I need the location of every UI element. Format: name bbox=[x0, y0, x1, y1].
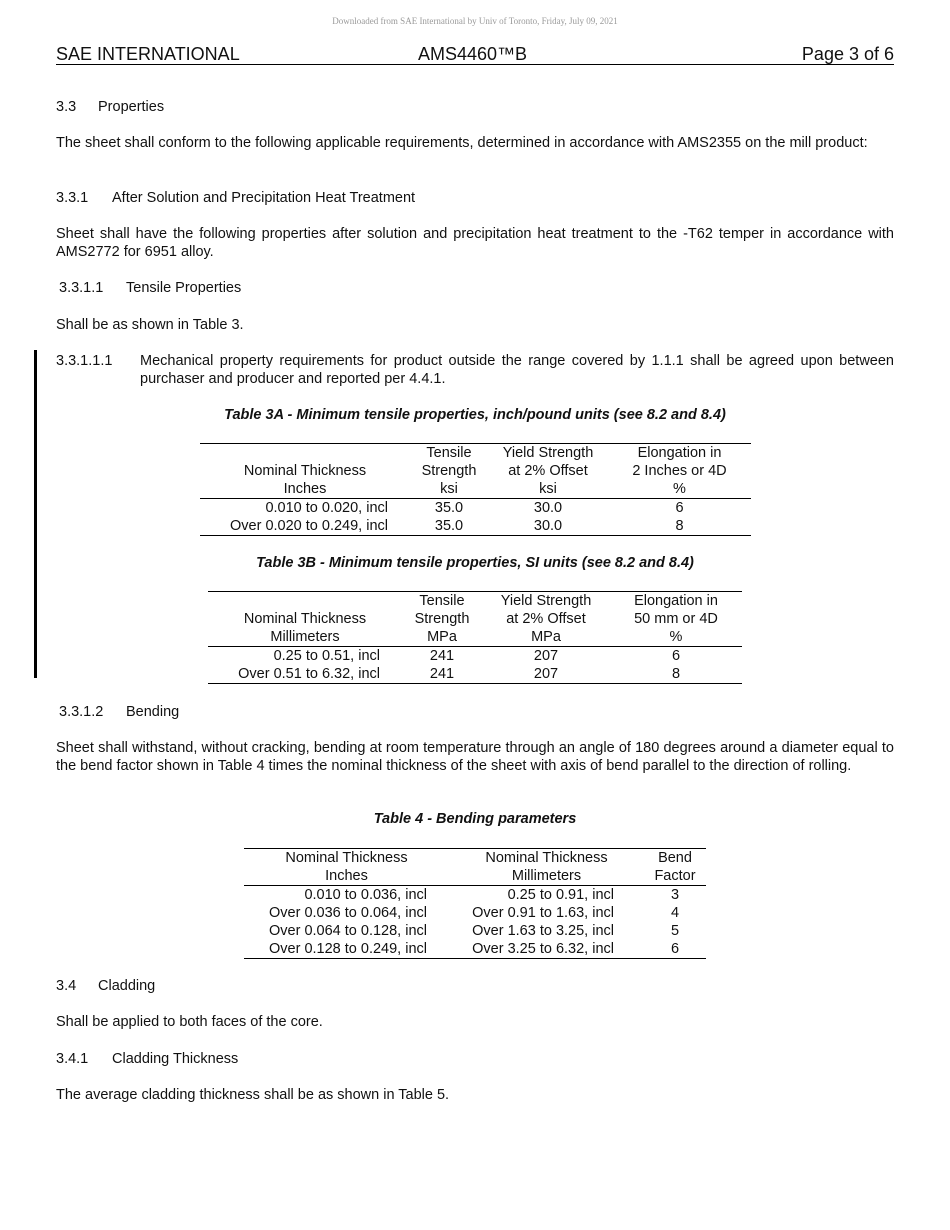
table-cell: Over 0.064 to 0.128, incl bbox=[269, 923, 427, 939]
table-cell: Over 3.25 to 6.32, incl bbox=[472, 941, 614, 957]
table-cell: 0.25 to 0.51, incl bbox=[273, 648, 380, 664]
table-cell: 5 bbox=[670, 923, 680, 939]
header-org: SAE INTERNATIONAL bbox=[56, 44, 240, 64]
section-number: 3.3.1.2 bbox=[59, 704, 104, 720]
header-doc-number: AMS4460™B bbox=[418, 44, 528, 64]
table-cell: 0.25 to 0.91, incl bbox=[507, 887, 614, 903]
section-number: 3.4 bbox=[56, 978, 77, 994]
table-row bbox=[200, 517, 751, 536]
table-header-cell: Nominal Thickness Inches bbox=[243, 463, 367, 497]
section-3-3-1-2-body: Sheet shall withstand, without cracking, bending at room temperature through an angle of 180 degrees around a diameter equal to the bend factor shown in Table 4 times the nominal thickness of the sheet with axis of bend parallel to the direction of rolling. bbox=[56, 740, 894, 774]
section-title: Properties bbox=[98, 99, 165, 115]
table-cell: Over 0.51 to 6.32, incl bbox=[238, 666, 380, 682]
section-3-4-1-heading bbox=[56, 1050, 238, 1068]
table-cell: 241 bbox=[429, 648, 455, 664]
table-4 bbox=[244, 848, 706, 959]
section-3-3-1-body: Sheet shall have the following properties after solution and precipitation heat treatment to the -T62 temper in accordance with AMS2772 for 6951 alloy. bbox=[56, 226, 894, 260]
table-cell: 0.010 to 0.020, incl bbox=[265, 500, 388, 516]
table-cell: 8 bbox=[671, 666, 681, 682]
download-notice: Downloaded from SAE International by Univ of Toronto, Friday, July 09, 2021 bbox=[332, 16, 618, 26]
table-row bbox=[208, 665, 742, 684]
page-header bbox=[56, 44, 894, 65]
table-header-cell: Nominal Thickness Millimeters bbox=[243, 611, 367, 645]
section-number: 3.3 bbox=[56, 99, 77, 115]
table-cell: 207 bbox=[533, 648, 559, 664]
table-cell: 6 bbox=[670, 941, 680, 957]
section-title: Cladding bbox=[98, 978, 156, 994]
section-3-3-1-1-1-body: Mechanical property requirements for product outside the range covered by 1.1.1 shall be agreed upon between purchaser and producer and reported per 4.4.1. bbox=[140, 353, 894, 387]
table-header-cell: Bend Factor bbox=[654, 850, 696, 884]
section-3-3-1-2-heading bbox=[59, 703, 179, 721]
table-row bbox=[244, 886, 706, 905]
table-cell: Over 0.91 to 1.63, incl bbox=[472, 905, 614, 921]
table-4-caption: Table 4 - Bending parameters bbox=[373, 811, 577, 827]
table-header-cell: Elongation in 50 mm or 4D % bbox=[634, 593, 718, 645]
table-header-cell: Tensile Strength ksi bbox=[421, 445, 477, 497]
section-number: 3.4.1 bbox=[56, 1051, 89, 1067]
section-3-4-heading bbox=[56, 977, 155, 995]
table-cell: 35.0 bbox=[434, 518, 464, 534]
revision-change-bar bbox=[34, 350, 37, 678]
section-number: 3.3.1.1 bbox=[59, 280, 104, 296]
section-title: Bending bbox=[126, 704, 180, 720]
table-row bbox=[208, 647, 742, 666]
table-cell: 8 bbox=[675, 518, 684, 534]
table-header-cell: Yield Strength at 2% Offset ksi bbox=[502, 445, 594, 497]
table-cell: Over 1.63 to 3.25, incl bbox=[472, 923, 614, 939]
table-cell: 0.010 to 0.036, incl bbox=[304, 887, 427, 903]
table-header-cell: Nominal Thickness Inches bbox=[285, 850, 408, 884]
table-header-cell: Nominal Thickness Millimeters bbox=[485, 850, 608, 884]
table-3b bbox=[208, 591, 742, 684]
header-page-number: Page 3 of 6 bbox=[801, 44, 894, 64]
section-title: After Solution and Precipitation Heat Treatment bbox=[112, 190, 416, 206]
table-cell: 207 bbox=[533, 666, 559, 682]
section-title: Tensile Properties bbox=[126, 280, 242, 296]
table-cell: 6 bbox=[671, 648, 681, 664]
table-cell: 4 bbox=[670, 905, 680, 921]
table-cell: 30.0 bbox=[533, 500, 563, 516]
table-3a bbox=[200, 443, 751, 536]
section-3-3-1-heading bbox=[56, 189, 415, 207]
table-row bbox=[244, 940, 706, 959]
section-3-4-1-body: The average cladding thickness shall be as shown in Table 5. bbox=[56, 1087, 450, 1103]
table-row bbox=[200, 499, 751, 518]
section-3-3-1-1-1-number: 3.3.1.1.1 bbox=[56, 353, 113, 369]
section-3-3-1-1-body: Shall be as shown in Table 3. bbox=[56, 317, 244, 333]
table-cell: 241 bbox=[429, 666, 455, 682]
table-cell: Over 0.036 to 0.064, incl bbox=[269, 905, 427, 921]
table-3b-caption: Table 3B - Minimum tensile properties, SI units (see 8.2 and 8.4) bbox=[256, 555, 694, 571]
table-cell: 3 bbox=[670, 887, 680, 903]
table-header-cell: Yield Strength at 2% Offset MPa bbox=[500, 593, 592, 645]
table-cell: Over 0.128 to 0.249, incl bbox=[269, 941, 427, 957]
table-cell: 30.0 bbox=[533, 518, 563, 534]
table-3a-caption: Table 3A - Minimum tensile properties, inch/pound units (see 8.2 and 8.4) bbox=[224, 407, 726, 423]
table-cell: 6 bbox=[675, 500, 684, 516]
section-3-3-body: The sheet shall conform to the following applicable requirements, determined in accordance with AMS2355 on the mill product: bbox=[56, 135, 868, 151]
table-header-cell: Elongation in 2 Inches or 4D % bbox=[632, 445, 727, 497]
section-3-3-1-1-heading bbox=[59, 279, 241, 297]
section-number: 3.3.1 bbox=[56, 190, 89, 206]
section-title: Cladding Thickness bbox=[112, 1051, 239, 1067]
section-3-3-heading bbox=[56, 98, 164, 116]
table-row bbox=[244, 904, 706, 922]
table-cell: 35.0 bbox=[434, 500, 464, 516]
table-cell: Over 0.020 to 0.249, incl bbox=[230, 518, 388, 534]
section-3-4-body: Shall be applied to both faces of the core. bbox=[56, 1014, 323, 1030]
table-row bbox=[244, 922, 706, 940]
table-header-cell: Tensile Strength MPa bbox=[414, 593, 470, 645]
